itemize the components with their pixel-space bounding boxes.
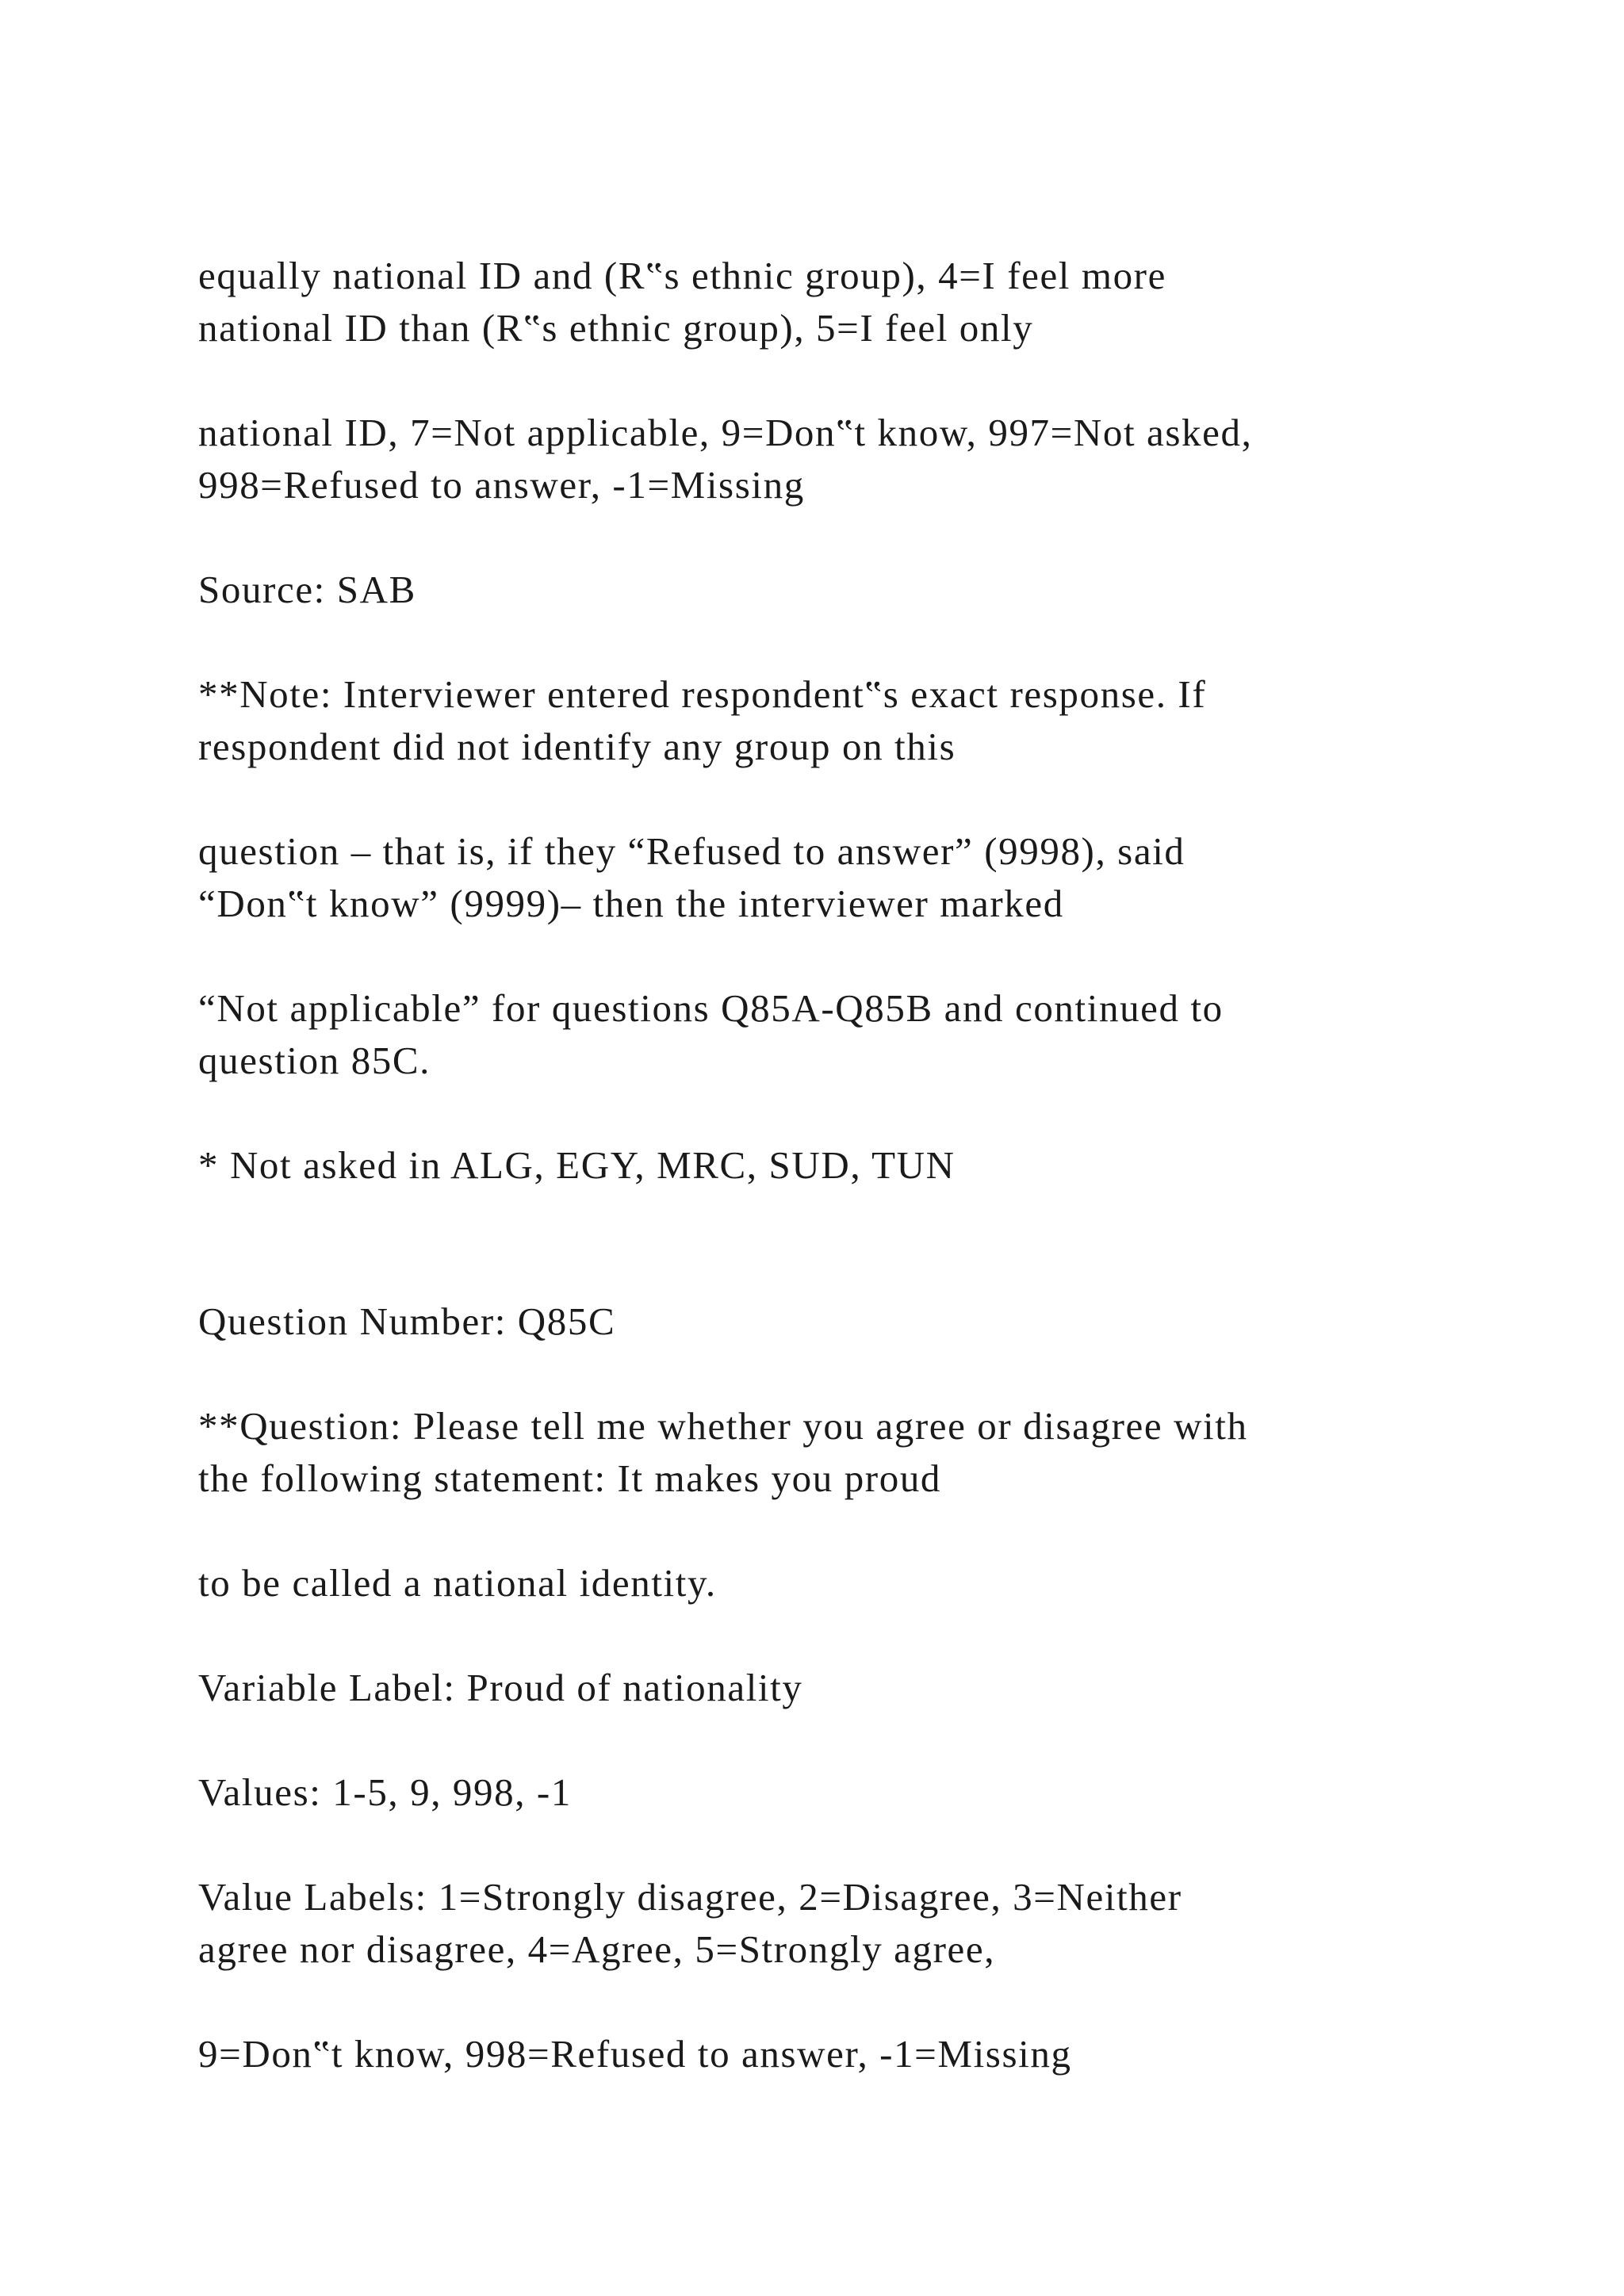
text-line: “Not applicable” for questions Q85A-Q85B and continued to <box>198 986 1224 1030</box>
text-line: Source: SAB <box>198 568 416 611</box>
paragraph-question-text <box>198 1400 1546 1505</box>
paragraph-identity-value-labels <box>198 407 1546 511</box>
text-line: the following statement: It makes you proud <box>198 1456 942 1500</box>
paragraph-question-number <box>198 1295 1546 1348</box>
paragraph-not-applicable <box>198 982 1546 1087</box>
paragraph-note <box>198 668 1546 773</box>
text-line: Question Number: Q85C <box>198 1299 616 1343</box>
text-line: Value Labels: 1=Strongly disagree, 2=Disagree, 3=Neither <box>198 1875 1182 1919</box>
paragraph-value-labels-continued <box>198 2028 1546 2080</box>
text-line: * Not asked in ALG, EGY, MRC, SUD, TUN <box>198 1143 956 1187</box>
text-line: respondent did not identify any group on this <box>198 725 956 768</box>
text-line: to be called a national identity. <box>198 1561 717 1605</box>
text-line: Variable Label: Proud of nationality <box>198 1666 803 1709</box>
text-line: question 85C. <box>198 1039 431 1082</box>
text-line: national ID, 7=Not applicable, 9=Don‟t know, 997=Not asked, <box>198 411 1253 454</box>
paragraph-not-asked-countries <box>198 1139 1546 1192</box>
text-line: Values: 1-5, 9, 998, -1 <box>198 1770 572 1814</box>
paragraph-value-labels <box>198 1871 1546 1976</box>
paragraph-values <box>198 1766 1546 1819</box>
text-line: agree nor disagree, 4=Agree, 5=Strongly agree, <box>198 1927 996 1971</box>
text-line: **Question: Please tell me whether you agree or disagree with <box>198 1404 1248 1448</box>
text-line: equally national ID and (R‟s ethnic group), 4=I feel more <box>198 254 1166 297</box>
paragraph-note-continued <box>198 825 1546 930</box>
paragraph-variable-label <box>198 1662 1546 1714</box>
text-line: question – that is, if they “Refused to answer” (9998), said <box>198 829 1185 873</box>
text-line: “Don‟t know” (9999)– then the interviewer marked <box>198 882 1064 925</box>
text-line: **Note: Interviewer entered respondent‟s exact response. If <box>198 672 1207 716</box>
paragraph-identity-scale-continued <box>198 250 1546 354</box>
paragraph-question-text-continued <box>198 1557 1546 1609</box>
text-line: national ID than (R‟s ethnic group), 5=I feel only <box>198 306 1034 350</box>
text-line: 998=Refused to answer, -1=Missing <box>198 463 805 507</box>
paragraph-source <box>198 564 1546 616</box>
text-line: 9=Don‟t know, 998=Refused to answer, -1=Missing <box>198 2032 1072 2076</box>
